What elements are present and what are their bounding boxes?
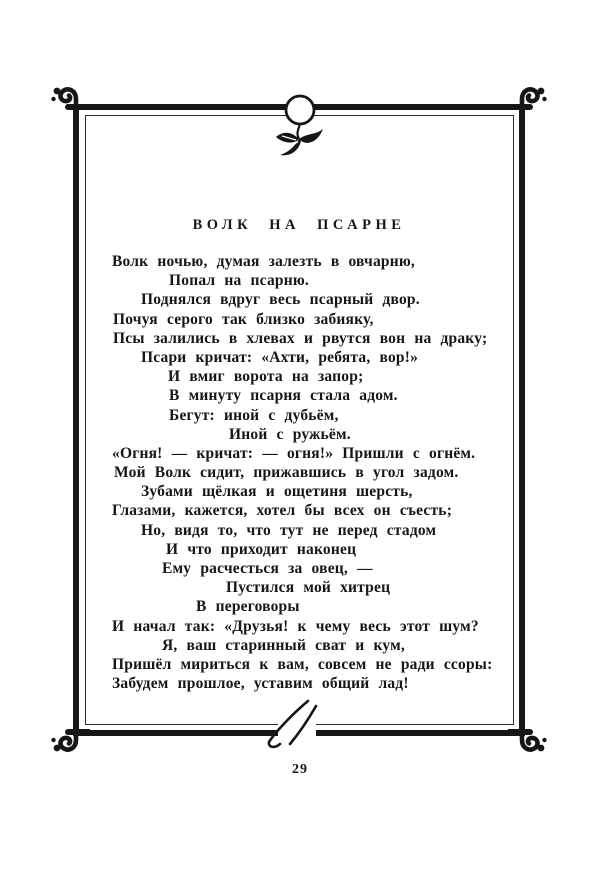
poem-line: Попал на псарню. (169, 272, 309, 290)
poem-line: В переговоры (196, 598, 300, 616)
poem-line: И начал так: «Друзья! к чему весь этот шум? (112, 617, 479, 635)
poem-line: Пришёл мириться к вам, совсем не ради ссоры: (112, 655, 493, 673)
poem-line: Псы залились в хлевах и рвутся вон на драку; (113, 329, 488, 347)
poem-line: Волк ночью, думая залезть в овчарню, (112, 253, 416, 270)
poem-line: Пустился мой хитрец (226, 579, 391, 597)
poem-line: Поднялся вдруг весь псарный двор. (141, 291, 420, 309)
poem-line: Ему расчесться за овец, — (162, 560, 373, 577)
corner-flourish-icon (508, 715, 548, 755)
corner-flourish-icon (508, 84, 548, 124)
poem-line: Я, ваш старинный сват и кум, (162, 636, 405, 654)
poem-line: Псари кричат: «Ахти, ребята, вор!» (141, 348, 419, 366)
bottom-flourish-icon (260, 692, 340, 752)
poem-line: Глазами, кажется, хотел бы всех он съесть; (112, 502, 453, 520)
poem-body (112, 252, 522, 693)
poem-line: И вмиг ворота на запор; (168, 368, 364, 386)
top-flourish-icon (258, 84, 342, 164)
poem-line: Забудем прошлое, уставим общий лад! (112, 675, 409, 693)
poem-line: Зубами щёлкая и ощетиня шерсть, (141, 483, 413, 501)
poem-title: ВОЛК НА ПСАРНЕ (192, 217, 406, 233)
poem-line: Иной с ружьём. (229, 425, 351, 443)
poem-line: «Огня! — кричат: — огня!» Пришли с огнём. (112, 444, 476, 462)
poem-line: Но, видя то, что тут не перед стадом (141, 521, 437, 539)
poem-line: Мой Волк сидит, прижавшись в угол задом. (114, 464, 459, 482)
poem-line: Почуя серого так близко забияку, (113, 310, 374, 328)
corner-flourish-icon (50, 84, 90, 124)
poem-line: Бегут: иной с дубьём, (169, 406, 339, 424)
poem-line: И что приходит наконец (166, 540, 357, 558)
page-number: 29 (292, 762, 308, 777)
poem-line: В минуту псарня стала адом. (169, 387, 398, 405)
corner-flourish-icon (50, 715, 90, 755)
